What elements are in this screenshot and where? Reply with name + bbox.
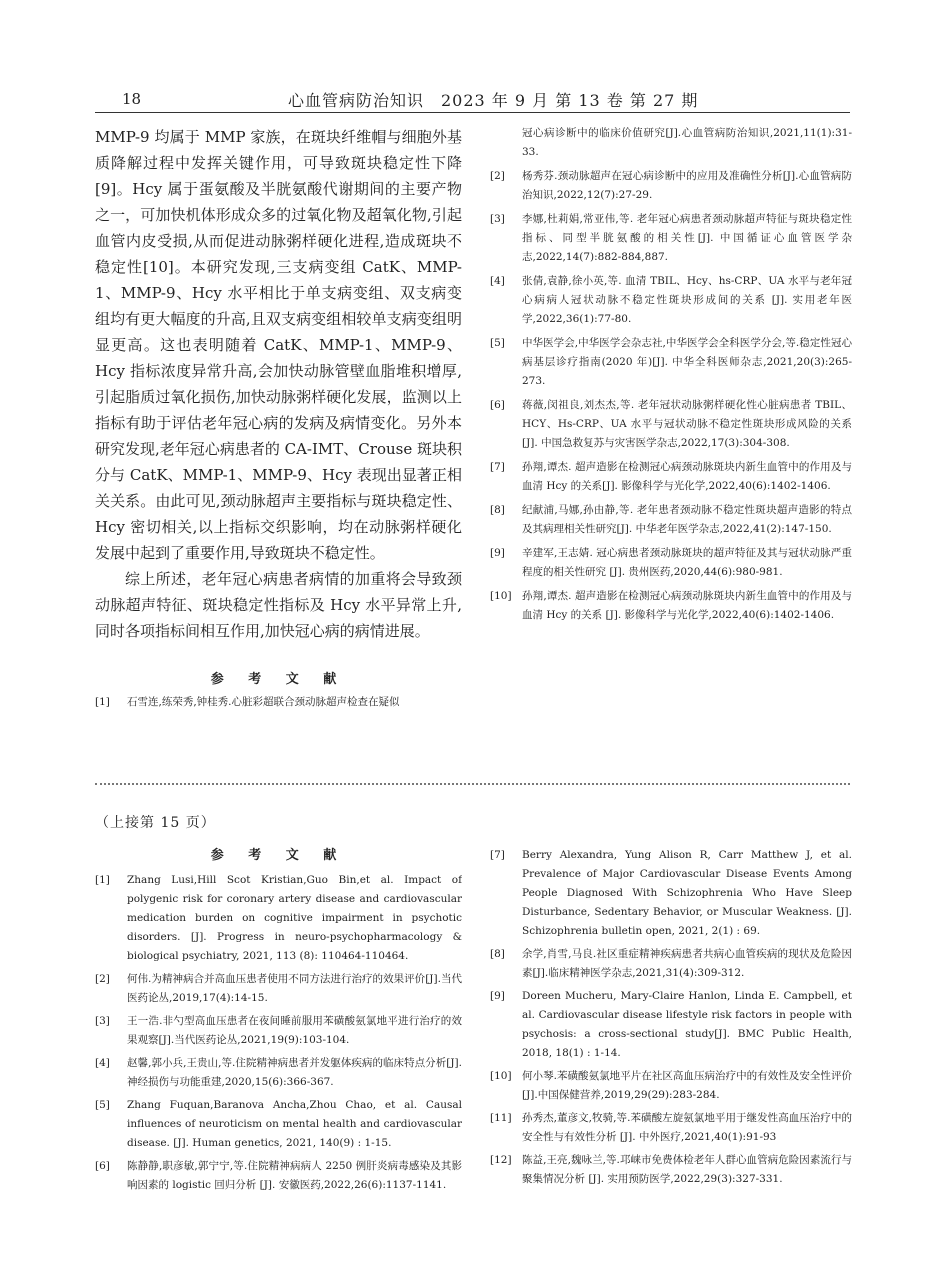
reference-number: [11] — [490, 1112, 512, 1124]
reference-text: 何小琴.苯磺酸氨氯地平片在社区高血压病治疗中的有效性及安全性评价[J].中国保健营养,2019,29(29):283-284. — [522, 1070, 852, 1101]
reference-item — [490, 396, 852, 453]
reference-item — [490, 987, 852, 1063]
reference-item — [490, 501, 852, 539]
reference-text: Berry Alexandra, Yung Alison R, Carr Matthew J, et al. Prevalence of Major Cardiovascular Disease Events Among People Diagnosed With Schizophrenia Who Have Sleep Disturbance, Sedentary Behavior, or Muscular Weakness. [J]. Schizophrenia bulletin open, 2021, 2(1) : 69. — [522, 849, 852, 937]
body-paragraph: MMP-9 均属于 MMP 家族，在斑块纤维帽与细胞外基质降解过程中发挥关键作用，可导致斑块稳定性下降[9]。Hcy 属于蛋氨酸及半胱氨酸代谢期间的主要产物之一，可加快机体形成众多的过氧化物及超氧化物,引起血管内皮受损,从而促进动脉粥样硬化进程,造成斑块不稳定性[10]。本研究发现,三支病变组 CatK、MMP-1、MMP-9、Hcy 水平相比于单支病变组、双支病变组均有更大幅度的升高,且双支病变组相较单支病变组明显更高。这也表明随着 CatK、MMP-1、MMP-9、Hcy 指标浓度异常升高,会加快动脉管壁血脂堆积增厚,引起脂质过氧化损伤,加快动脉粥样硬化发展，监测以上指标有助于评估老年冠心病的发病及病情变化。另外本研究发现,老年冠心病患者的 CA-IMT、Crouse 斑块积分与 CatK、MMP-1、MMP-9、Hcy 表现出显著正相关关系。由此可见,颈动脉超声主要指标与斑块稳定性、Hcy 密切相关,以上指标交织影响，均在动脉粥样硬化发展中起到了重要作用,导致斑块不稳定性。 — [95, 128, 462, 562]
reference-list — [95, 693, 462, 712]
reference-text: Zhang Lusi,Hill Scot Kristian,Guo Bin,et al. Impact of polygenic risk for coronary artery disease and cardiovascular medication burden on cognitive impairment in psychotic disorders. [J]. Progress in neuro-psychopharmacology & biological psychiatry, 2021, 113 (8): 110464-110464. — [127, 874, 462, 962]
reference-number: [3] — [95, 1015, 110, 1027]
reference-text: 王一浩.非勺型高血压患者在夜间睡前服用苯磺酸氨氯地平进行治疗的效果观察[J].当代医药论丛,2021,19(9):103-104. — [127, 1015, 462, 1046]
reference-number: [8] — [490, 948, 505, 960]
reference-number: [7] — [490, 849, 505, 861]
reference-number: [5] — [95, 1099, 110, 1111]
reference-text: 石雪连,练荣秀,钟桂秀.心脏彩超联合颈动脉超声检查在疑似 — [127, 696, 400, 708]
reference-number: [10] — [490, 1070, 512, 1082]
conclusion-paragraph: 综上所述，老年冠心病患者病情的加重将会导致颈动脉超声特征、斑块稳定性指标及 Hcy 水平异常上升,同时各项指标间相互作用,加快冠心病的病情进展。 — [95, 570, 462, 640]
reference-item — [95, 693, 462, 712]
reference-text: 陈益,王亮,魏咏兰,等.邛崃市免费体检老年人群心血管病危险因素流行与聚集情况分析 [J]. 实用预防医学,2022,29(3):327-331. — [522, 1154, 852, 1185]
reference-item — [490, 210, 852, 267]
reference-text: Doreen Mucheru, Mary-Claire Hanlon, Linda E. Campbell, et al. Cardiovascular disease lifestyle risk factors in people with psychosis: a cross-sectional study[J]. BMC Public Health, 2018, 18(1) : 1-14. — [522, 990, 852, 1059]
reference-item — [95, 1012, 462, 1050]
reference-number: [8] — [490, 504, 505, 516]
article1-body — [95, 124, 462, 644]
reference-item — [95, 871, 462, 966]
references-heading: 参 考 文 献 — [210, 672, 347, 687]
reference-item — [95, 970, 462, 1008]
reference-number: [10] — [490, 590, 512, 602]
reference-text: 冠心病诊断中的临床价值研究[J].心血管病防治知识,2021,11(1):31-33. — [522, 127, 852, 158]
reference-item — [490, 167, 852, 205]
reference-item — [490, 272, 852, 329]
reference-item — [490, 945, 852, 983]
reference-text: 蒋薇,闵祖良,刘杰杰,等. 老年冠状动脉粥样硬化性心脏病患者 TBIL、HCY、Hs-CRP、UA 水平与冠状动脉不稳定性斑块形成风险的关系 [J]. 中国急救复苏与灾害医学杂志,2022,17(3):304-308. — [522, 399, 852, 449]
reference-item — [95, 1054, 462, 1092]
reference-item — [490, 124, 852, 162]
reference-item — [95, 1096, 462, 1153]
reference-number: [12] — [490, 1154, 512, 1166]
reference-item — [490, 458, 852, 496]
reference-text: 余学,肖雪,马良.社区重症精神疾病患者共病心血管疾病的现状及危险因素[J].临床精神医学杂志,2021,31(4):309-312. — [522, 948, 852, 979]
reference-number: [2] — [95, 973, 110, 985]
reference-text: Zhang Fuquan,Baranova Ancha,Zhou Chao, et al. Causal influences of neuroticism on mental health and cardiovascular disease. [J]. Human genetics, 2021, 140(9) : 1-15. — [127, 1099, 462, 1149]
reference-number: [2] — [490, 170, 505, 182]
reference-number: [7] — [490, 461, 505, 473]
reference-number: [9] — [490, 990, 505, 1002]
reference-number: [1] — [95, 874, 110, 886]
reference-text: 孙翔,谭杰. 超声造影在检测冠心病颈动脉斑块内新生血管中的作用及与血清 Hcy 的关系[J]. 影像科学与光化学,2022,40(6):1402-1406. — [522, 461, 852, 492]
reference-number — [490, 124, 522, 162]
reference-item — [490, 1151, 852, 1189]
reference-text: 张倩,袁静,徐小英,等. 血清 TBIL、Hcy、hs-CRP、UA 水平与老年冠心病病人冠状动脉不稳定性斑块形成间的关系 [J]. 实用老年医学,2022,36(1):77-80. — [522, 275, 852, 325]
header-rule — [95, 112, 850, 113]
reference-text: 李娜,杜莉娟,常亚伟,等. 老年冠心病患者颈动脉超声特征与斑块稳定性指标、同型半胱氨酸的相关性[J]. 中国循证心血管医学杂志,2022,14(7):882-884,887. — [522, 213, 852, 263]
reference-text: 纪献浦,马娜,孙由静,等. 老年患者颈动脉不稳定性斑块超声造影的特点及其病理相关性研究[J]. 中华老年医学杂志,2022,41(2):147-150. — [522, 504, 852, 535]
reference-item — [490, 334, 852, 391]
article2-left-column — [95, 844, 462, 1264]
reference-number: [5] — [490, 337, 505, 349]
reference-item — [490, 1109, 852, 1147]
reference-text: 孙翔,谭杰. 超声造影在检测冠心病颈动脉斑块内新生血管中的作用及与血清 Hcy 的关系 [J]. 影像科学与光化学,2022,40(6):1402-1406. — [522, 590, 852, 621]
reference-number: [6] — [490, 399, 505, 411]
article1-left-column — [95, 124, 462, 764]
reference-number: [6] — [95, 1160, 110, 1172]
reference-number: [1] — [95, 696, 110, 708]
reference-text: 杨秀芬.颈动脉超声在冠心病诊断中的应用及准确性分析[J].心血管病防治知识,2022,12(7):27-29. — [522, 170, 852, 201]
page-number: 18 — [122, 90, 142, 108]
reference-item — [490, 587, 852, 625]
reference-text: 何伟.为精神病合并高血压患者使用不同方法进行治疗的效果评价[J].当代医药论丛,2019,17(4):14-15. — [127, 973, 462, 1004]
article1-right-column — [490, 124, 852, 764]
reference-text: 陈静静,职彦敏,郭宁宁,等.住院精神病病人 2250 例肝炎病毒感染及其影响因素的 logistic 回归分析 [J]. 安徽医药,2022,26(6):1137-1141. — [127, 1160, 462, 1191]
continued-note: （上接第 15 页） — [95, 815, 216, 831]
reference-item — [95, 1157, 462, 1195]
reference-text: 孙秀杰,董彦文,牧骑,等.苯磺酸左旋氨氯地平用于继发性高血压治疗中的安全性与有效性分析 [J]. 中外医疗,2021,40(1):91-93 — [522, 1112, 852, 1143]
reference-text: 中华医学会,中华医学会杂志社,中华医学会全科医学分会,等.稳定性冠心病基层诊疗指南(2020 年)[J]. 中华全科医师杂志,2021,20(3):265-273. — [522, 337, 852, 387]
section-separator — [95, 783, 850, 785]
reference-number: [4] — [95, 1057, 110, 1069]
journal-header: 心血管病防治知识 2023 年 9 月 第 13 卷 第 27 期 — [288, 91, 699, 110]
references-heading: 参 考 文 献 — [210, 848, 347, 863]
reference-number: [4] — [490, 275, 505, 287]
reference-item — [490, 846, 852, 941]
reference-text: 赵馨,郭小兵,王贵山,等.住院精神病患者并发躯体疾病的临床特点分析[J].神经损伤与功能重建,2020,15(6):366-367. — [127, 1057, 462, 1088]
reference-number: [3] — [490, 213, 505, 225]
reference-number: [9] — [490, 547, 505, 559]
reference-item — [490, 544, 852, 582]
reference-item — [490, 1067, 852, 1105]
reference-text: 辛建军,王志婧. 冠心病患者颈动脉斑块的超声特征及其与冠状动脉严重程度的相关性研究 [J]. 贵州医药,2020,44(6):980-981. — [522, 547, 852, 578]
article2-right-column — [490, 846, 852, 1266]
